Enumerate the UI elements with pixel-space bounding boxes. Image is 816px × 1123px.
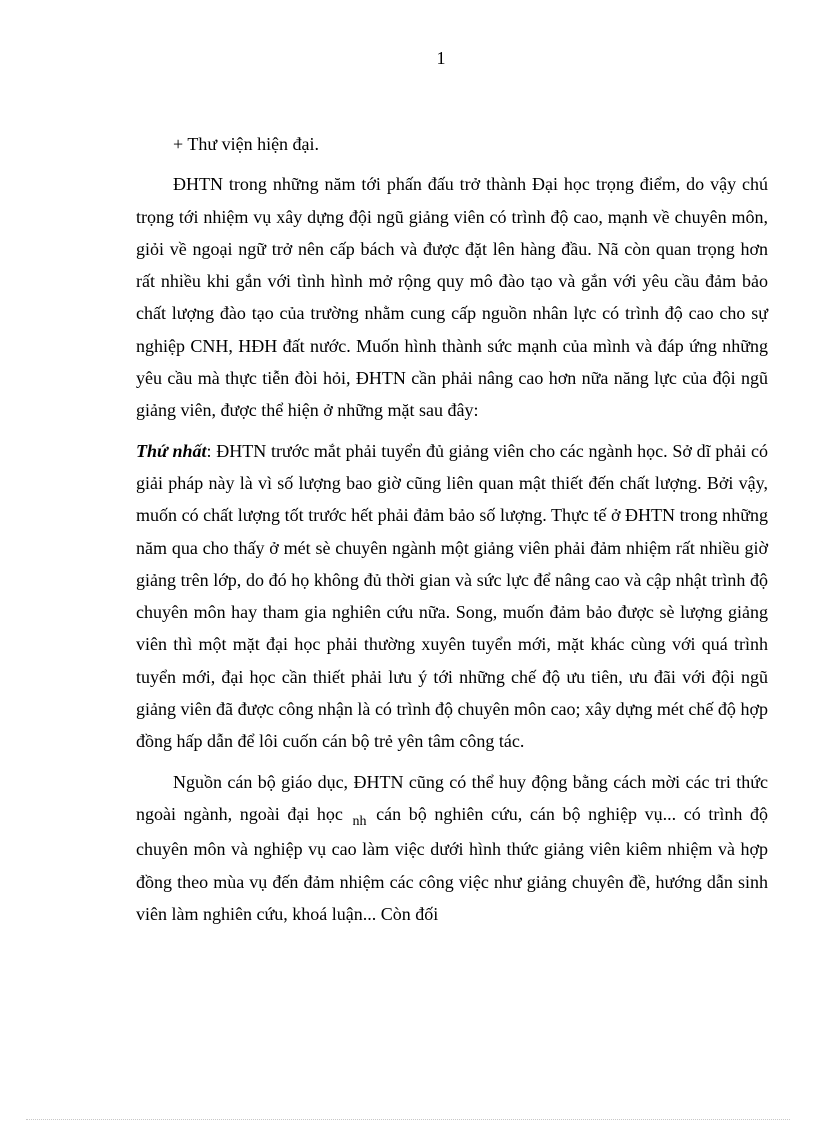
bullet-line: + Thư viện hiện đại. xyxy=(173,134,320,154)
paragraph-intro: ĐHTN trong những năm tới phấn đấu trở thành Đại học trọng điểm, do vậy chú trọng tới nhiệm vụ xây dựng đội ngũ giảng viên có trình độ cao, mạnh về chuyên môn, giỏi về ngoại ngữ trở nên cấp bách và được đặt lên hàng đầu. Nã còn quan trọng hơn rất nhiều khi gắn với tình hình mở rộng quy mô đào tạo và gắn với yêu cầu đảm bảo chất lượng đào tạo của trường nhằm cung cấp nguồn nhân lực có trình độ cao cho sự nghiệp CNH, HĐH đất nước. Muốn hình thành sức mạnh của mình và đáp ứng những yêu cầu mà thực tiễn đòi hỏi, ĐHTN cần phải nâng cao hơn nữa năng lực của đội ngũ giảng viên, được thể hiện ở những mặt sau đây: xyxy=(136,174,768,421)
page-bottom-divider xyxy=(26,1119,790,1120)
page-number: 1 xyxy=(436,48,446,68)
paragraph-staff-sources xyxy=(136,766,768,930)
staff-sources-part-b: cán bộ nghiên cứu, cán bộ nghiệp vụ... có trình độ chuyên môn và nghiệp vụ cao làm việc dưới hình thức giảng viên kiêm nhiệm và hợp đồng theo mùa vụ đến đảm nhiệm các công việc như giảng chuyên đề, hướng dẫn sinh viên làm nghiên cứu, khoá luận... Còn đối xyxy=(136,803,769,924)
document-body xyxy=(136,128,768,930)
first-point-body: : ĐHTN trước mắt phải tuyển đủ giảng viên cho các ngành học. Sở dĩ phải có giải pháp này là vì số lượng bao giờ cũng liên quan mật thiết đến chất lượng. Bởi vậy, muốn có chất lượng tốt trước hết phải đảm bảo số lượng. Thực tế ở ĐHTN trong những năm qua cho thấy ở mét sè chuyên ngành một giảng viên phải đảm nhiệm rất nhiều giờ giảng trên lớp, do đó họ không đủ thời gian và sức lực để nâng cao và cập nhật trình độ chuyên môn hay tham gia nghiên cứu nữa. Song, muốn đảm bảo được sè lượng giảng viên thì một mặt đại học phải thường xuyên tuyển mới, mặt khác cùng với quá trình tuyển mới, đại học cần thiết phải lưu ý tới những chế độ ưu tiên, ưu đãi với đội ngũ giảng viên đã được công nhận là có trình độ chuyên môn cao; xây dựng mét chế độ hợp đồng hấp dẫn để lôi cuốn cán bộ trẻ yên tâm công tác. xyxy=(136,440,769,752)
paragraph-first-point xyxy=(136,435,768,758)
staff-sources-part-a: Nguồn cán bộ giáo dục, ĐHTN cũng có thể huy động bằng cách mời các tri thức ngoài ngành, ngoài đại học xyxy=(136,771,768,824)
first-point-lead: Thứ nhất xyxy=(136,440,207,461)
subscript-fragment: nh xyxy=(352,813,367,829)
